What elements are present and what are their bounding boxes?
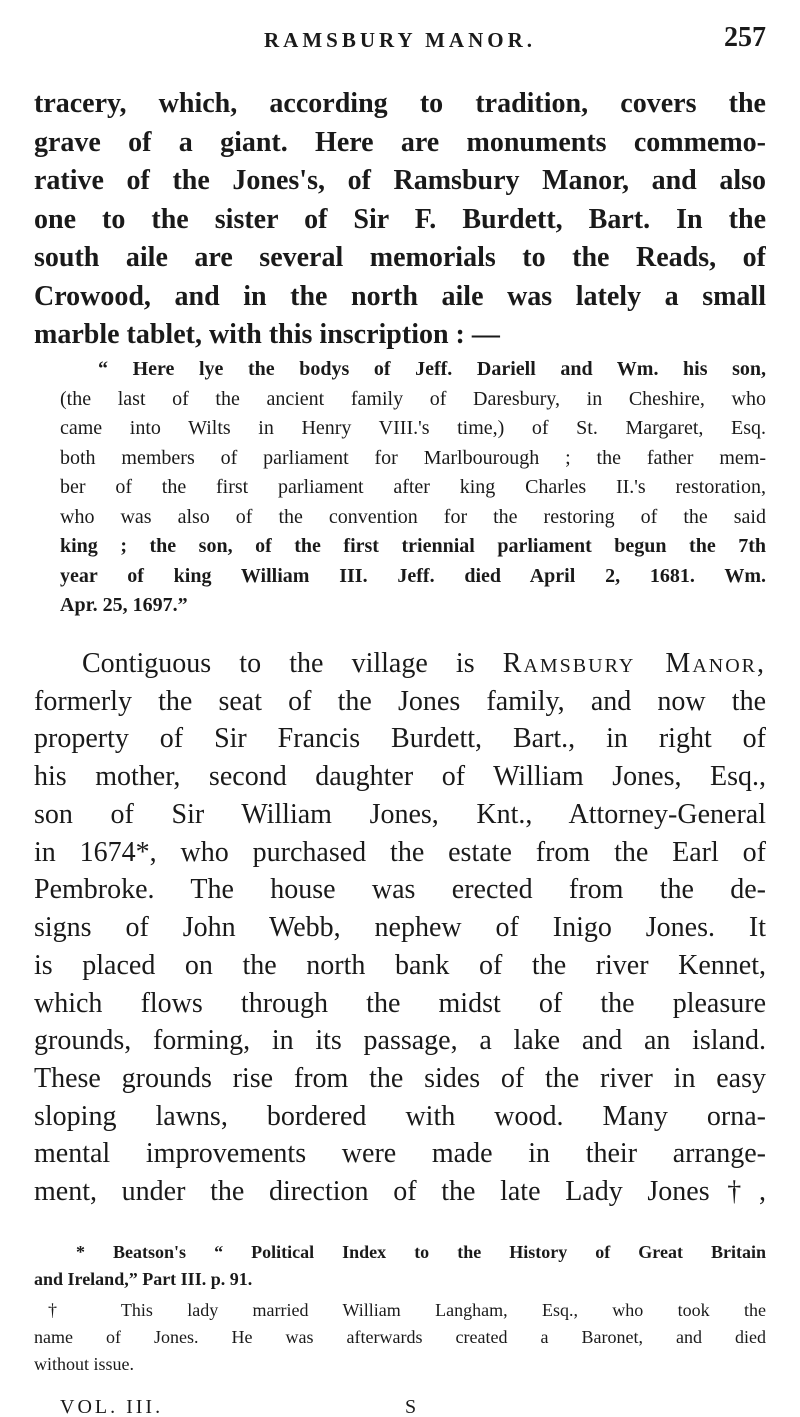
text-line: formerly the seat of the Jones family, and now the [34, 686, 766, 717]
text-line: tracery, which, according to tradition, covers the [34, 88, 766, 119]
footnote-line: and Ireland,” Part III. p. 91. [34, 1269, 253, 1289]
text-line: one to the sister of Sir F. Burdett, Bart. In the [34, 204, 766, 235]
running-title: RAMSBURY MANOR. [264, 28, 536, 52]
text-line: ment, under the direction of the late Lady Jones†, [34, 1176, 766, 1207]
quote-line: who was also of the convention for the restoring of the said [60, 506, 766, 528]
footnote-line: * Beatson's “ Political Index to the History of Great Britain [76, 1242, 766, 1262]
text-line: south aile are several memorials to the Reads, of [34, 242, 766, 273]
text-line: rative of the Jones's, of Ramsbury Manor, and also [34, 165, 766, 196]
quote-line: year of king William III. Jeff. died April 2, 1681. Wm. [60, 565, 766, 587]
text-line: marble tablet, with this inscription : — [34, 319, 500, 350]
running-head [34, 22, 766, 58]
quote-line: king ; the son, of the first triennial parliament begun the 7th [60, 535, 766, 557]
quote-line: (the last of the ancient family of Daresbury, in Cheshire, who [60, 388, 766, 410]
text-line: grounds, forming, in its passage, a lake and an island. [34, 1025, 766, 1056]
quote-line: ber of the first parliament after king Charles II.'s restoration, [60, 476, 766, 498]
text-line: which flows through the midst of the pleasure [34, 988, 766, 1019]
footnote-line: † This lady married William Langham, Esq., who took the [48, 1300, 766, 1320]
text-line: grave of a giant. Here are monuments commemo- [34, 127, 766, 158]
text-line: These grounds rise from the sides of the river in easy [34, 1063, 766, 1094]
footnote-line: without issue. [34, 1354, 135, 1374]
signature-mark: S [405, 1396, 417, 1417]
text-span: Contiguous to the village is [82, 648, 503, 679]
text-line: signs of John Webb, nephew of Inigo Jones. It [34, 912, 766, 943]
quote-line: Apr. 25, 1697.” [60, 594, 188, 616]
place-name: Ramsbury Manor, [502, 648, 766, 679]
quote-line: “ Here lye the bodys of Jeff. Dariell and Wm. his son, [98, 358, 766, 380]
text-line: his mother, second daughter of William Jones, Esq., [34, 761, 766, 792]
text-line: Pembroke. The house was erected from the de- [34, 874, 766, 905]
text-line: mental improvements were made in their arrange- [34, 1138, 766, 1169]
text-line: property of Sir Francis Burdett, Bart., in right of [34, 723, 766, 754]
text-line: is placed on the north bank of the river Kennet, [34, 950, 766, 981]
quote-line: both members of parliament for Marlbourough ; the father mem- [60, 447, 766, 469]
text-line-first [82, 646, 766, 682]
text-line: sloping lawns, bordered with wood. Many orna- [34, 1101, 766, 1132]
page-number: 257 [724, 22, 766, 53]
quote-line: came into Wilts in Henry VIII.'s time,) of St. Margaret, Esq. [60, 417, 766, 439]
footnote-line: name of Jones. He was afterwards created a Baronet, and died [34, 1327, 766, 1347]
text-line: son of Sir William Jones, Knt., Attorney-General [34, 799, 766, 830]
text-line: Crowood, and in the north aile was lately a small [34, 281, 766, 312]
text-line: in 1674*, who purchased the estate from the Earl of [34, 837, 766, 868]
volume-signature: VOL. III. [60, 1396, 164, 1417]
